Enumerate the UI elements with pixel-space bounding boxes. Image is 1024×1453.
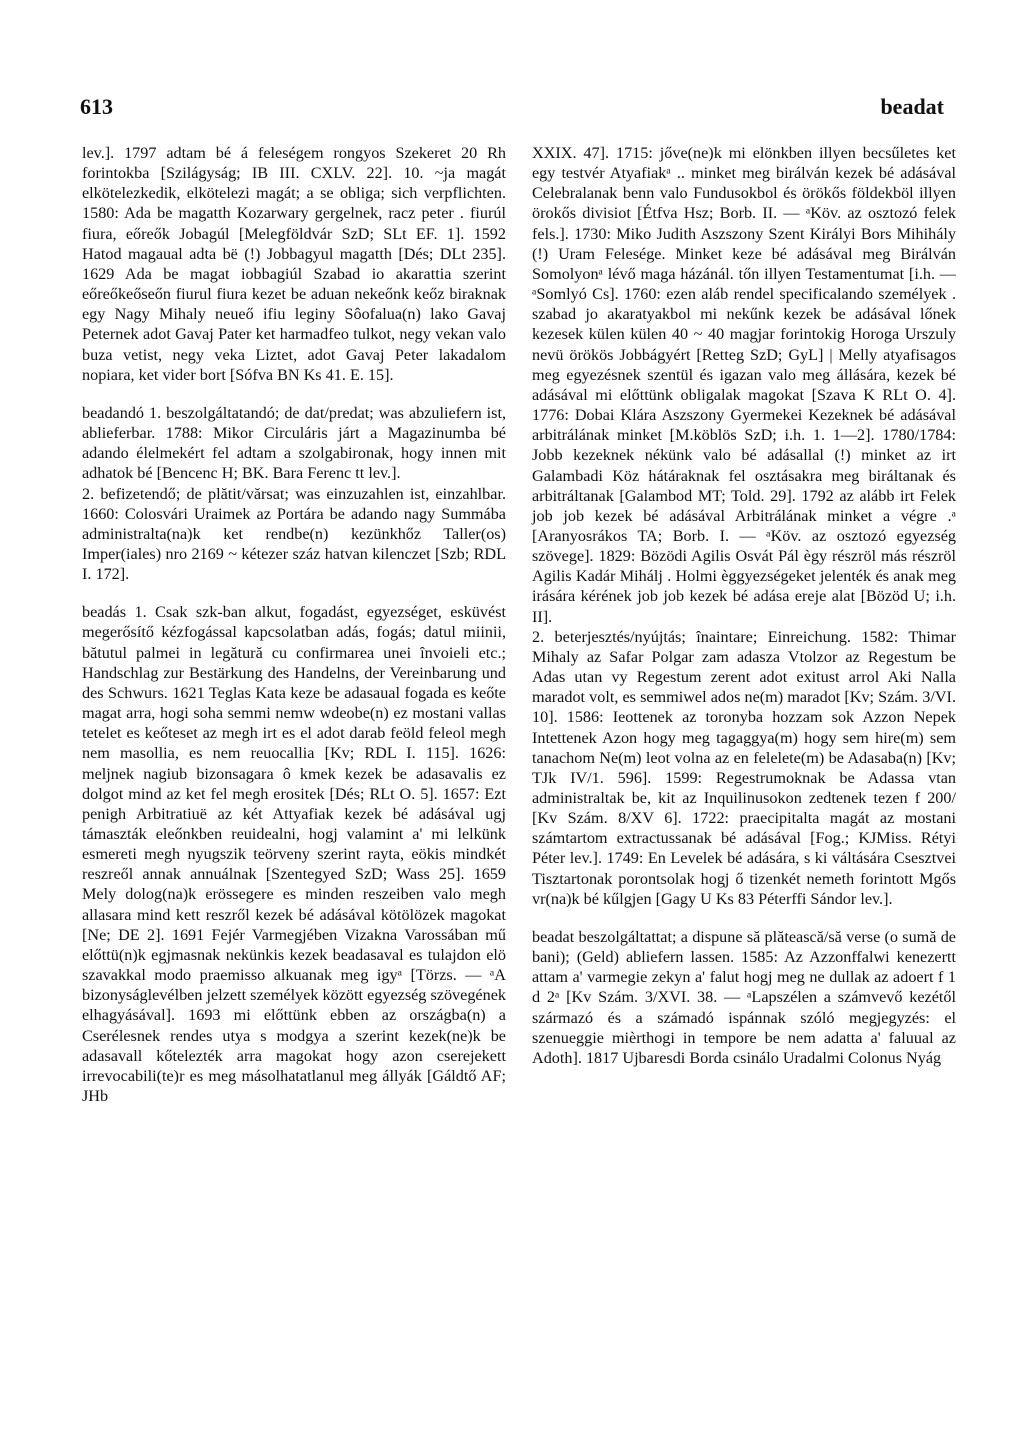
entry-paragraph: 2. beterjesztés/nyújtás; înaintare; Einreichung. 1582: Thimar Mihaly az Safar Polgar zam adasza Vtolzor az Regestum be Adas utan vy Regestum zerent adot exitust arrol Aki Nalla maradot volt, es semmiwel ados ne(m) maradot [Kv; Szám. 3/VI. 10]. 1586: Ieottenek az toronyba hozzam sok Azzon Nepek Intettenek Azon hogy meg tagaggya(m) hogy sem hire(m) sem tanachom Ne(m) leot volna az en felelete(m) be Adasaba(n) [Kv; TJk IV/1. 596]. 1599: Regestrumoknak be Adassa vtan administraltak be, kit az Inquilinusokon zedtenek tezen f 200/ [Kv Szám. 8/XV 6]. 1722: praecipitalta magát az mostani számtartom extractussanak bé adásával [Fog.; KJMiss. Rétyi Péter lev.]. 1749: En Levelek bé adására, s ki váltására Csesztvei Tisztartonak porontsolak hogj ő tizenkét nemeth forintott Mgős vr(na)k bé kűlgjen [Gagy U Ks 83 Péterffi Sándor lev.]. (532, 627, 956, 908)
running-headword: beadat (880, 94, 944, 119)
left-column (82, 143, 506, 1106)
entry-paragraph: beadandó 1. beszolgáltatandó; de dat/predat; was abzuliefern ist, ablieferbar. 1788: Mikor Circuláris járt a Magazinumba bé adando élelmekért fel adtam a szolgabironak, hogy innen mit adhatok bé [Bencenc H; BK. Bara Ferenc tt lev.]. (82, 403, 506, 483)
right-column (532, 143, 956, 1068)
entry-paragraph: beadat beszolgáltattat; a dispune să plătească/să verse (o sumă de bani); (Geld) abliefern lassen. 1585: Az Azzonffalwi kenezertt attam a' varmegie zekyn a' falut hogj meg ne dullak az adoert f 1 d 2ᵃ [Kv Szám. 3/XVI. 38. — ᵃLapszélen a számvevő kezétől származó és a számadó ispánnak szóló megjegyzés: el szenueggie mièrthogi in tempore be nem adatta a' faluual az Adoth]. 1817 Ujbaresdi Borda csinálo Uradalmi Colonus Nyág (532, 927, 956, 1067)
entry-paragraph: 2. befizetendő; de plătit/vărsat; was einzuzahlen ist, einzahlbar. 1660: Colosvári Uraimek az Portára be adando nagy Summába administralta(na)k ket rendbe(n) kezünkhőz Taller(os) Imper(iales) nro 2169 ~ kétezer száz hatvan kilenczet [Szb; RDL I. 172]. (82, 484, 506, 584)
page-number: 613 (80, 94, 113, 119)
entry-paragraph: lev.]. 1797 adtam bé á feleségem rongyos Szekeret 20 Rh forintokba [Szilágyság; IB III. CXLV. 22]. 10. ~ja magát elkötelezkedik, elkötelezi magát; a se obliga; sich verpflichten. 1580: Ada be magatth Kozarwary gergelnek, racz peter . fiurúl fiura, eőreők Jobagúl [Melegföldvár SzD; SLt EF. 1]. 1592 Hatod magaual adta bë (!) Jobbagyul magatth [Dés; DLt 235]. 1629 Ada be magat iobbagiúl Szabad io akarattia szerint eőreőkeőseőn fiurul fiura kezet be aduan nekeőnk keőz biraknak egy Nagy Mihaly neueő ifiu leginy Sôofalua(n) lako Gavaj Peternek adot Gavaj Pater ket harmadfeo tulkot, negy vekan valo buza vetist, negy veka Liztet, adot Gavaj Peter lakadalom nopiara, ket vider bort [Sófva BN Ks 41. E. 15]. (82, 144, 506, 384)
entry-paragraph: beadás 1. Csak szk-ban alkut, fogadást, egyezséget, esküvést megerősítő kézfogással kapcsolatban adás, fogás; datul miinii, bătutul palmei in legătură cu confirmarea unei învoieli etc.; Handschlag zur Bestärkung des Handelns, der Vereinbarung und des Schwurs. 1621 Teglas Kata keze be adasaual fogada es keőte magat arra, hogi soha semmi nemw wdeobe(n) ez mostani vallas tetelet es keőteset az megh irt es el adot darab feöld feleol megh nem masollia, es nem reuocallia [Kv; RDL I. 115]. 1626: meljnek nagiub bizonsagara ô kmek kezek be adasavalis ez dolgot mind az ket fel megh erositek [Dés; RLt O. 5]. 1657: Ezt penigh Arbitratiuë az két Attyafiak kezek bé adásával ugj támaszták eleőnkben reuidealni, hogj valamint a' mi lelkünk esmereti megh nyugszik teörveny szerint rayta, eökis mindkét reszreől annak annuálnak [Szentegyed SzD; Wass 25]. 1659 Mely dolog(na)k erössegere es minden reszeiben valo megh allasara mind kett reszről kezek bé adásával kötölözek magokat [Ne; DE 2]. 1691 Fejér Varmegjében Vizakna Varossában mű előttü(n)k egjmasnak nekünkis kezek beadasaval es tulajdon elö szavakkal modo praemisso alkuanak meg igyᵃ [Törzs. — ᵃA bizonyságlevélben jelzett személyek között egyezség szövegének elhagyásával]. 1693 mi előttünk ebben az országba(n) a Cserélesnek rendes utya s modgya a szerint kezek(ne)k be adasavall kőtelezték arra magokat hogy azon cserejekett irrevocabili(te)r es meg másolhatatlanul meg állyák [Gáldtő AF; JHb (82, 603, 506, 1106)
page-header (80, 94, 944, 124)
entry-paragraph: XXIX. 47]. 1715: jőve(ne)k mi elönkben illyen becsűletes ket egy testvér Atyafiakᵃ .. minket meg birálván kezek bé adásával Celebralanak benn valo Fundusokbol és örökős földekböl illyen örokős divisiot [Étfva Hsz; Borb. II. — ᵃKöv. az osztozó felek fels.]. 1730: Miko Judith Aszszony Szent Királyi Bors Mihihály (!) Uram Felesége. Minket keze bé adásával meg Birálván Somolyonᵃ lévő maga házánál. tőn illyen Testamentumat [i.h. — ᵃSomlyó Cs]. 1760: ezen aláb rendel specificalando személyek . szabad jo akaratyakbol mi nekűnk kezek be adásával lőnek kezesek külen külen 40 ~ 40 magjar forintokig Horoga Urszuly nevü örökös Jobbágyért [Retteg SzD; GyL] | Melly atyafisagos meg egyezésnek szentül és igazan valo meg állására, kezek bé adásával mi előttünk obligalak magokat [Szava K RLt O. 4]. 1776: Dobai Klára Aszszony Gyermekei Kezeknek bé adásával arbitrálának minket [M.köblös SzD; i.h. 1. 1—2]. 1780/1784: Jobb kezeknek nékünk valo bé adásallal (!) minket az irt Galambadi Köz hátáraknak fel osztásakra meg biráltanak és arbitráltanak [Galambod MT; Told. 29]. 1792 az alább irt Felek job job kezek bé adásával Arbitrálának minket a végre .ᵃ [Aranyosrákos TA; Borb. I. — ᵃKöv. az osztozó egyezség szövege]. 1829: Bözödi Agilis Osvát Pál ègy részröl más részröl Agilis Kadár Mihálj . Holmi èggyezségeket jelenték és anak meg irására kérének job job kezek bé adása ereje alat [Bözöd U; i.h. II]. (532, 144, 956, 626)
